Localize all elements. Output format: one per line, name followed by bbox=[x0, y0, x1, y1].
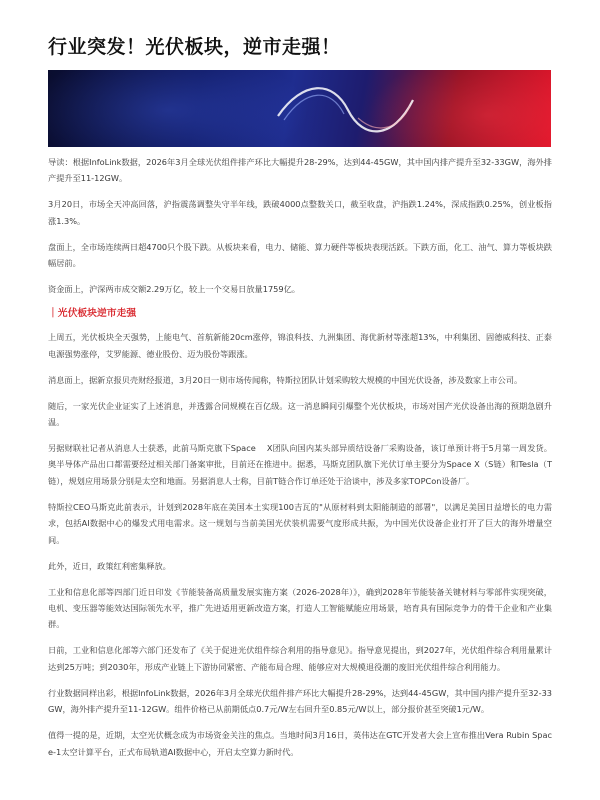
body-paragraph: 盘面上，全市场连续两日超4700只个股下跌。从板块来看，电力、储能、算力硬件等板块表现活跃。下跌方面，化工、油气、算力等板块跌幅居前。 bbox=[48, 241, 552, 269]
body-paragraph: 资金面上，沪深两市成交额2.29万亿，较上一个交易日放量1759亿。 bbox=[48, 284, 300, 295]
section-heading: ｜光伏板块逆市走强 bbox=[48, 308, 137, 320]
body-paragraph: 此外，近日，政策红利密集释放。 bbox=[48, 560, 171, 571]
body-paragraph: 行业数据同样出彩，根据InfoLink数据，2026年3月全球光伏组件排产环比大幅提升28-29%，达到44-45GW，其中国内排产提升至32-33GW，海外排产提升至11-12GW。组件价格已从前期低点0.7元/W左右回升至0.85元/W以上，部分报价甚至突破1元/W。 bbox=[48, 687, 552, 715]
body-paragraph: 3月20日，市场全天冲高回落，沪指震荡调整失守半年线，跌破4000点整数关口，截至收盘，沪指跌1.24%，深成指跌0.25%，创业板指涨1.3%。 bbox=[48, 199, 552, 226]
body-paragraph: 消息面上，据新京报贝壳财经报道，3月20日一则市场传闻称，特斯拉团队计划采购较大规模的中国光伏设备，涉及数家上市公司。 bbox=[48, 374, 523, 385]
body-paragraph: 上周五，光伏板块全天强势，上能电气、首航新能20cm涨停，锦浪科技、九洲集团、海优新材等涨超13%，中利集团、固德威科技、正泰电源强势涨停，艾罗能源、德业股份、迈为股份等跟涨。 bbox=[48, 332, 552, 359]
body-paragraph: 另据财联社记者从消息人士获悉，此前马斯克旗下Space X团队向国内某头部异质结设备厂采购设备，该订单预计将于5月第一周发货。奥半导体产品出口都需要经过相关部门备案审批，目前还在推进中。据悉，马斯克团队旗下光伏订单主要分为Space X（S链）和Tesla（T链），规划应用场景分别是太空和地面。另据消息人士称，目前T链合作订单还处于洽谈中，涉及多家TOPCon设备厂。 bbox=[48, 443, 552, 486]
banner-image bbox=[48, 70, 551, 147]
body-paragraph: 日前，工业和信息化部等六部门还发布了《关于促进光伏组件综合利用的指导意见》。指导意见提出，到2027年，光伏组件综合利用量累计达到25万吨；到2030年，形成产业链上下游协同紧密、产能布局合理、能够应对大规模退役潮的废旧光伏组件综合利用能力。 bbox=[48, 645, 552, 672]
lead-paragraph: 导读：根据InfoLink数据，2026年3月全球光伏组件排产环比大幅提升28-29%，达到44-45GW，其中国内排产提升至32-33GW，海外排产提升至11-12GW。 bbox=[48, 157, 552, 184]
banner-graphic bbox=[48, 70, 551, 147]
body-paragraph: 随后，一家光伏企业证实了上述消息，并透露合同规模在百亿级。这一消息瞬间引爆整个光伏板块，市场对国产光伏设备出海的预期急剧升温。 bbox=[48, 400, 552, 428]
article-title: 行业突发！光伏板块，逆市走强！ bbox=[48, 36, 341, 58]
body-paragraph: 工业和信息化部等四部门近日印发《节能装备高质量发展实施方案（2026-2028年）》，确到2028年节能装备关键材料与零部件实现突破，电机、变压器等能效达国际领先水平，推广先进适用更新改造方案，打造人工智能赋能应用场景，培育具有国际竞争力的骨干企业和产业集群。 bbox=[48, 586, 552, 630]
article-body bbox=[48, 154, 552, 770]
body-paragraph: 特斯拉CEO马斯克此前表示，计划到2028年底在美国本土实现100吉瓦的"从原材料到太阳能制造的部署"，以满足美国日益增长的电力需求，包括AI数据中心的爆发式用电需求。这一规划与当前美国光伏装机需要气度形成共振，为中国光伏设备企业打开了巨大的海外增量空间。 bbox=[48, 501, 552, 545]
body-paragraph: 值得一提的是，近期，太空光伏概念成为市场资金关注的焦点。当地时间3月16日，英伟达在GTC开发者大会上宣布推出Vera Rubin Space-1太空计算平台，正式布局轨道AI数据中心，开启太空算力新时代。 bbox=[48, 730, 552, 757]
